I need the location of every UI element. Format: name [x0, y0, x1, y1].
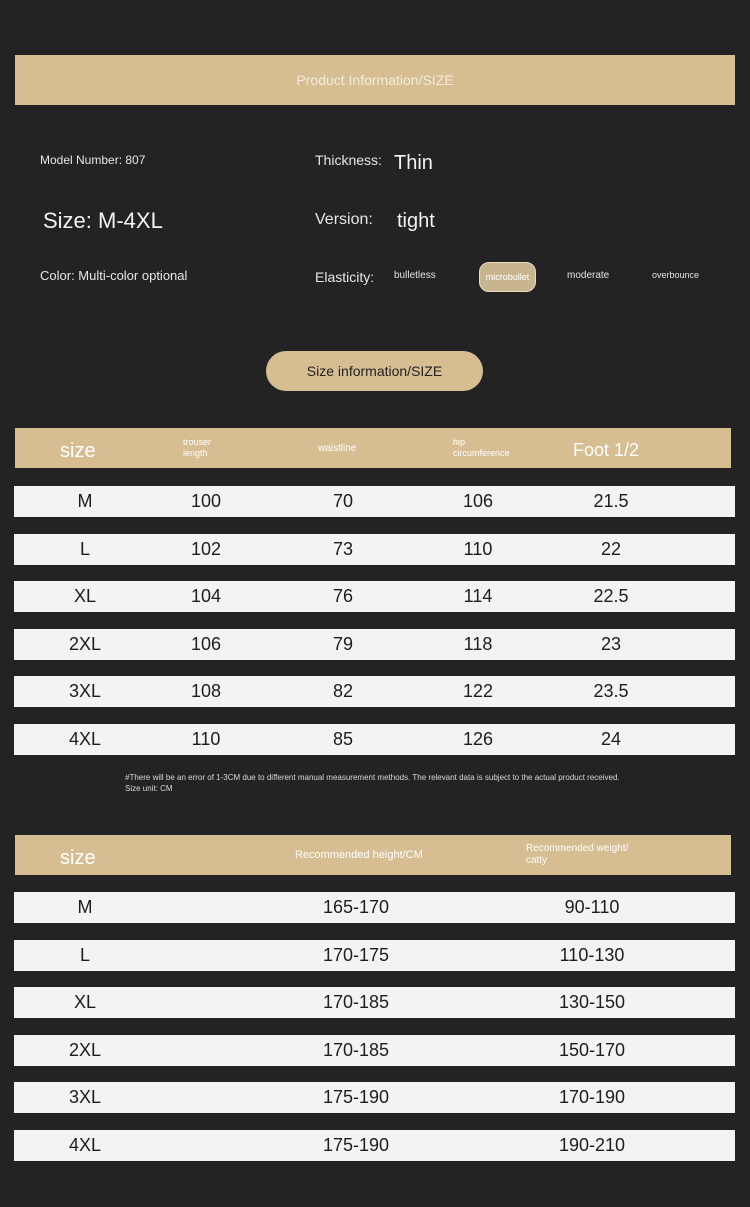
- header-trouser-length: trouser length: [183, 437, 212, 458]
- size-table-cell-3: 126: [462, 728, 494, 749]
- header2-height: Recommended height/CM: [295, 849, 423, 861]
- header-hip-circumference: hip circumference: [453, 437, 510, 458]
- table-row: [14, 676, 735, 707]
- table-row: [14, 892, 735, 923]
- recommendation-table-cell-2: 130-150: [558, 992, 626, 1012]
- size-table-cell-2: 82: [332, 681, 354, 701]
- version-value: tight: [397, 210, 435, 232]
- size-table-cell-3: 114: [463, 586, 493, 606]
- size-table-cell-2: 85: [332, 728, 354, 749]
- recommendation-table-cell-0: 4XL: [68, 1134, 102, 1155]
- model-number: Model Number: 807: [40, 153, 146, 167]
- elasticity-label: Elasticity:: [315, 269, 375, 285]
- size-table-cell-2: 73: [332, 538, 354, 559]
- size-table-cell-2: 70: [332, 491, 354, 511]
- size-table-cell-0: 3XL: [68, 681, 102, 701]
- recommendation-table-cell-2: 110-130: [559, 944, 625, 965]
- banner-title: Product Information/SIZE: [296, 72, 454, 88]
- recommendation-table-cell-0: 3XL: [68, 1087, 102, 1107]
- size-table-cell-2: 76: [332, 586, 354, 606]
- table-row: [14, 724, 735, 755]
- table-row: [14, 486, 735, 517]
- size-table-cell-1: 106: [190, 633, 222, 654]
- size-table-cell-1: 110: [191, 728, 221, 749]
- recommendation-table-cell-1: 175-190: [322, 1134, 390, 1155]
- size-table-cell-3: 110: [463, 538, 493, 559]
- size-table-cell-4: 21.5: [593, 491, 629, 511]
- recommendation-table-cell-0: M: [77, 897, 93, 917]
- size-table-cell-4: 23: [600, 633, 622, 654]
- size-table-cell-3: 122: [462, 681, 494, 701]
- size-table-cell-0: M: [77, 491, 93, 511]
- recommendation-table-cell-0: XL: [73, 992, 97, 1012]
- size-info-button: [266, 351, 483, 391]
- table-row: [14, 534, 735, 565]
- header2-weight: Recommended weight/ catty: [526, 843, 629, 866]
- size-table-cell-0: L: [79, 538, 91, 559]
- recommendation-table-cell-1: 175-190: [322, 1087, 390, 1107]
- elasticity-option-bulletless: bulletless: [394, 270, 436, 281]
- color-info: Color: Multi-color optional: [40, 268, 188, 283]
- header2-size: size: [60, 847, 96, 869]
- thickness-value: Thin: [394, 152, 433, 174]
- product-info-banner: [15, 55, 735, 105]
- recommendation-table-cell-0: L: [79, 944, 91, 965]
- size-range: Size: M-4XL: [43, 208, 163, 233]
- elasticity-option-overbounce: overbounce: [652, 270, 700, 280]
- version-label: Version:: [315, 211, 373, 228]
- size-table-cell-2: 79: [332, 633, 354, 654]
- size-table-cell-1: 108: [190, 681, 222, 701]
- size-table-cell-4: 23.5: [593, 681, 629, 701]
- recommendation-table-cell-2: 150-170: [558, 1039, 626, 1060]
- size-table-cell-4: 22.5: [593, 586, 629, 606]
- header-waistline: waistline: [318, 443, 357, 454]
- measurement-note: #There will be an error of 1-3CM due to different manual measurement methods. The relevant data is subject to the actual product received. Size unit: CM: [125, 773, 620, 793]
- size-table-cell-0: 4XL: [68, 728, 102, 749]
- thickness-label: Thickness:: [315, 152, 382, 168]
- size-table-cell-0: XL: [73, 586, 97, 606]
- recommendation-table-header: [15, 835, 731, 875]
- table-row: [14, 940, 735, 971]
- size-table-cell-4: 24: [600, 728, 622, 749]
- table-row: [14, 1130, 735, 1161]
- size-table-header: [15, 428, 731, 468]
- size-info-label: Size information/SIZE: [306, 363, 443, 379]
- table-row: [14, 987, 735, 1018]
- recommendation-table-cell-2: 170-190: [558, 1087, 626, 1107]
- size-table-cell-3: 118: [463, 633, 493, 654]
- recommendation-table-cell-2: 190-210: [558, 1134, 626, 1155]
- elasticity-option-microbullet-selected: microbullet: [479, 262, 536, 292]
- recommendation-table-cell-1: 165-170: [322, 897, 390, 917]
- recommendation-table-cell-0: 2XL: [68, 1039, 102, 1060]
- recommendation-table-cell-1: 170-175: [322, 944, 390, 965]
- size-table-cell-1: 100: [190, 491, 222, 511]
- size-table-cell-4: 22: [600, 538, 622, 559]
- table-row: [14, 629, 735, 660]
- recommendation-table-cell-1: 170-185: [322, 992, 390, 1012]
- table-row: [14, 1035, 735, 1066]
- size-table-cell-1: 104: [190, 586, 222, 606]
- size-table-cell-3: 106: [462, 491, 494, 511]
- recommendation-table-cell-1: 170-185: [322, 1039, 390, 1060]
- header-foot: Foot 1/2: [573, 440, 640, 460]
- elasticity-option-moderate: moderate: [567, 270, 610, 281]
- header-size: size: [60, 440, 96, 462]
- table-row: [14, 1082, 735, 1113]
- table-row: [14, 581, 735, 612]
- recommendation-table-cell-2: 90-110: [564, 897, 620, 917]
- size-table-cell-1: 102: [190, 538, 222, 559]
- size-table-cell-0: 2XL: [68, 633, 102, 654]
